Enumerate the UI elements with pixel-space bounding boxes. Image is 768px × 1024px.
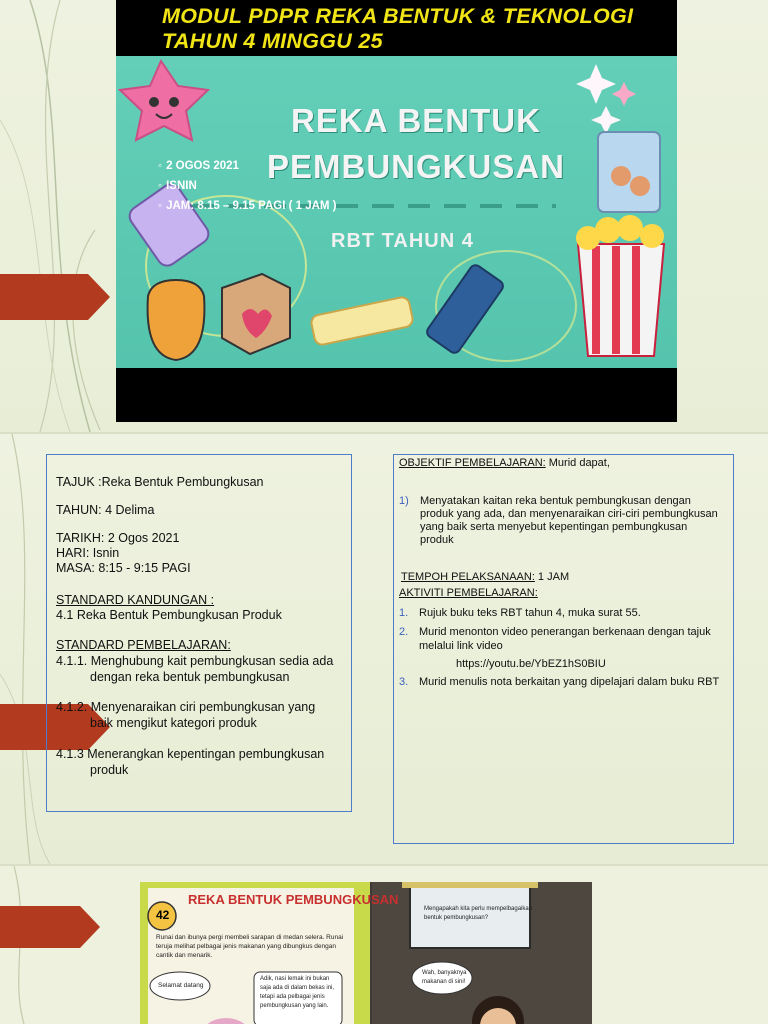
slide-marker-arrow <box>0 906 100 948</box>
objective-line-3: yang baik serta menyebut kepentingan pembungkusan <box>420 521 688 533</box>
slide-1 <box>0 0 768 432</box>
slide-3 <box>0 866 768 1024</box>
page-badge: 42 <box>156 908 170 922</box>
lesson-info-list <box>158 156 337 216</box>
objective-heading-row <box>399 457 610 469</box>
activity-1-text: Rujuk buku teks RBT tahun 4, muka surat 55. <box>419 607 641 619</box>
bubble-adik-line-1: Adik, nasi lemak ini bukan <box>260 976 330 982</box>
aktiviti-heading: AKTIVITI PEMBELAJARAN: <box>399 587 538 599</box>
activity-3-text: Murid menulis nota berkaitan yang dipelajari dalam buku RBT <box>419 676 720 688</box>
slide-marker-arrow <box>0 274 110 320</box>
tempoh-value: 1 JAM <box>534 571 570 583</box>
bubble-wah-line-2: makanan di sini! <box>422 979 466 985</box>
slide-2 <box>0 434 768 864</box>
tempoh-heading: TEMPOH PELAKSANAAN: <box>401 571 535 583</box>
art-subheading: RBT TAHUN 4 <box>331 230 474 252</box>
textbook-page-image <box>140 882 592 1024</box>
question-line-2: bentuk pembungkusan? <box>424 915 489 921</box>
objective-number-label: 1) <box>399 495 409 507</box>
art-heading-line-2: PEMBUNGKUSAN <box>266 148 565 185</box>
standard-kandungan-heading: STANDARD KANDUNGAN : <box>56 593 215 607</box>
hari: HARI: Isnin <box>56 546 120 560</box>
question-line-1: Mengapakah kita perlu mempelbagaikan <box>424 906 533 912</box>
packaging-illustration <box>116 56 677 368</box>
objective-heading-tail: Murid dapat, <box>545 457 610 469</box>
objective-line-2: produk yang ada, dan menyenaraikan ciri-ciri pembungkusan <box>420 508 718 520</box>
objectives-box <box>393 454 734 844</box>
standard-kandungan-item: 4.1 Reka Bentuk Pembungkusan Produk <box>56 608 282 622</box>
tajuk: TAJUK :Reka Bentuk Pembungkusan <box>56 475 264 489</box>
activity-1-row <box>399 607 641 619</box>
masa: MASA: 8:15 - 9:15 PAGI <box>56 561 191 575</box>
activity-2-text-1: Murid menonton video penerangan berkenaan dengan tajuk <box>419 626 711 638</box>
activity-3-number: 3. <box>399 676 409 688</box>
bubble-greeting: Selamat datang <box>158 982 204 989</box>
banner-title-line-1: MODUL PDPR REKA BENTUK & TEKNOLOGI <box>162 4 634 28</box>
sp-3-line-2: produk <box>90 763 129 777</box>
info-date: ◦ 2 OGOS 2021 <box>158 156 337 176</box>
sp-2-line-2: baik mengikut kategori produk <box>90 716 257 730</box>
banner-title-line-2: TAHUN 4 MINGGU 25 <box>162 29 383 53</box>
standard-pembelajaran-heading: STANDARD PEMBELAJARAN: <box>56 638 231 652</box>
objective-line-4: produk <box>420 534 454 546</box>
bubble-adik-line-3: tetapi ada pelbagai jenis <box>260 994 325 1000</box>
banner-title <box>162 4 662 54</box>
book-text-line-1: Runai dan ibunya pergi membeli sarapan di medan selera. Runai <box>156 934 344 941</box>
activity-2-text-2: melalui link video <box>419 640 503 652</box>
book-text-line-3: cantik dan menarik. <box>156 952 213 959</box>
book-text-line-2: teruja melihat pelbagai jenis makanan yang dibungkus dengan <box>156 943 336 950</box>
activity-2-number: 2. <box>399 626 409 638</box>
activity-3-row <box>399 676 719 688</box>
sp-3-line-1: 4.1.3 Menerangkan kepentingan pembungkusan <box>56 747 325 761</box>
art-heading-line-1: REKA BENTUK <box>291 102 541 139</box>
sp-1-line-2: dengan reka bentuk pembungkusan <box>90 670 290 684</box>
sp-2-line-1: 4.1.2. Menyenaraikan ciri pembungkusan yang <box>56 700 316 714</box>
bubble-adik-line-2: saja ada di dalam bekas ini, <box>260 985 335 991</box>
info-day: ◦ ISNIN <box>158 176 337 196</box>
lesson-details-box <box>46 454 352 812</box>
tahun: TAHUN: 4 Delima <box>56 503 155 517</box>
bubble-wah-line-1: Wah, banyaknya <box>422 970 467 976</box>
title-banner <box>116 0 677 422</box>
info-time: ◦ JAM: 8.15 – 9.15 PAGI ( 1 JAM ) <box>158 196 337 216</box>
video-link[interactable]: https://youtu.be/YbEZ1hS0BIU <box>456 658 606 670</box>
objective-line-1: Menyatakan kaitan reka bentuk pembungkusan dengan <box>420 495 691 507</box>
tempoh-row <box>401 571 569 583</box>
sp-1-line-1: 4.1.1. Menghubung kait pembungkusan sedia ada <box>56 654 334 668</box>
activity-2-row <box>399 626 711 638</box>
objective-number <box>399 495 419 507</box>
tarikh: TARIKH: 2 Ogos 2021 <box>56 531 180 545</box>
bubble-adik-line-4: pembungkusan yang lain. <box>260 1003 329 1009</box>
activity-1-number: 1. <box>399 607 409 619</box>
book-title: REKA BENTUK PEMBUNGKUSAN <box>188 892 399 907</box>
objective-heading: OBJEKTIF PEMBELAJARAN: <box>399 457 546 469</box>
